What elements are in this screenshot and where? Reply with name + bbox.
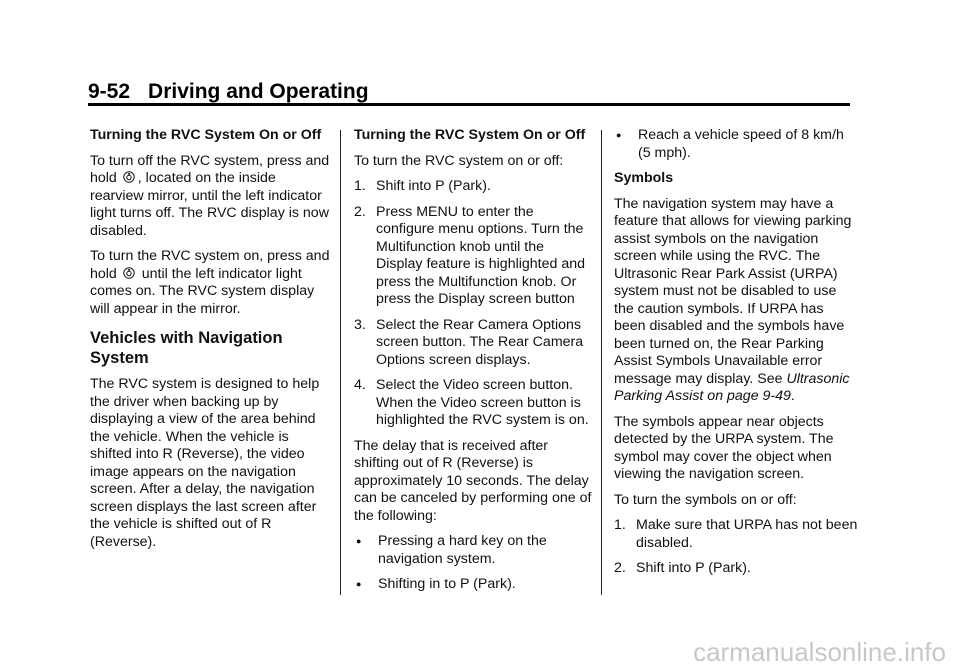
bullet-item: ● Shifting in to P (Park).	[356, 576, 516, 592]
camera-button-icon	[123, 171, 135, 183]
watermark: carmanualsonline.info	[693, 637, 946, 667]
paragraph: The delay that is received after shifting out of R (Reverse) is approximately 10 seconds. The delay can be canceled by performing one of the following:	[354, 437, 592, 524]
bullet-icon: ●	[356, 536, 362, 546]
list-item: 3. Select the Rear Camera Options screen button. The Rear Camera Options screen displays.	[354, 316, 584, 368]
column-divider	[601, 130, 602, 595]
list-item: 2. Shift into P (Park).	[614, 560, 751, 576]
paragraph: To turn off the RVC system, press and hold , located on the inside rearview mirror, until the left indicator light turns off. The RVC display is now disabled.	[90, 152, 330, 239]
column-divider	[340, 130, 341, 595]
paragraph: To turn the symbols on or off:	[614, 491, 797, 508]
paragraph: To turn the RVC system on, press and hold until the left indicator light comes on. The RVC system display will appear in the mirror.	[90, 248, 330, 317]
column-1	[90, 127, 333, 559]
camera-button-icon	[123, 267, 135, 279]
paragraph: The symbols appear near objects detected by the URPA system. The symbol may cover the object when viewing the navigation screen.	[614, 413, 834, 482]
subheading: Turning the RVC System On or Off	[354, 127, 586, 143]
subheading: Symbols	[614, 170, 674, 186]
page-number: 9-52	[88, 80, 131, 103]
section-heading: Vehicles with Navigation System	[90, 329, 283, 367]
bullet-icon: ●	[616, 130, 622, 140]
bullet-item: ● Pressing a hard key on the navigation system.	[356, 533, 547, 567]
list-item: 1. Shift into P (Park).	[354, 178, 491, 194]
section-title: Driving and Operating	[148, 80, 369, 103]
column-2	[354, 127, 592, 602]
paragraph: The RVC system is designed to help the driver when backing up by displaying a view of the area behind the vehicle. When the vehicle is shifted into R (Reverse), the video image appears on the navigation screen. After a delay, the navigation screen displays the last screen after the vehicle is shifted out of R (Reverse).	[90, 376, 320, 550]
paragraph: The navigation system may have a feature that allows for viewing parking assist symbols on the navigation screen while using the RVC. The Ultrasonic Rear Park Assist (URPA) system must not be disabled to use the caution symbols. If URPA has been disabled and the symbols have been turned on, the Rear Parking Assist Symbols Unavailable error message may display. See Ultrasonic Parking Assist on page 9-49.	[614, 195, 852, 404]
list-item: 2. Press MENU to enter the configure menu options. Turn the Multifunction knob until the Display feature is highlighted and press the Multifunction knob. Or press the Display screen button	[354, 203, 586, 307]
page-header	[88, 80, 369, 104]
cross-reference-link[interactable]: Ultrasonic Parking Assist on page 9-49	[614, 370, 850, 404]
column-3	[614, 127, 858, 586]
bullet-icon: ●	[356, 579, 362, 589]
bullet-item: ● Reach a vehicle speed of 8 km/h (5 mph).	[616, 127, 844, 161]
paragraph: To turn the RVC system on or off:	[354, 152, 564, 169]
header-rule	[88, 103, 850, 106]
subheading: Turning the RVC System On or Off	[90, 127, 322, 143]
list-item: 1. Make sure that URPA has not been disabled.	[614, 517, 858, 551]
list-item: 4. Select the Video screen button. When the Video screen button is highlighted the RVC system is on.	[354, 377, 589, 428]
